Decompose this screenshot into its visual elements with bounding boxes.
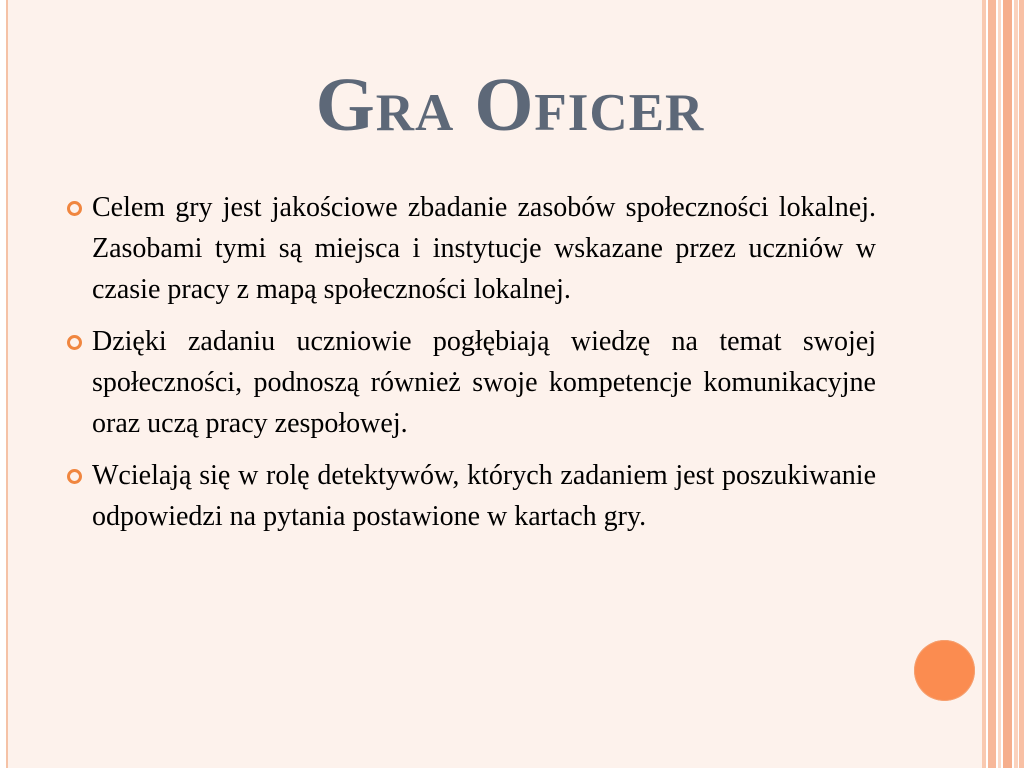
- right-stripe-6: [1019, 0, 1024, 768]
- bullet-text: Celem gry jest jakościowe zbadanie zasobów społeczności lokalnej. Zasobami tymi są miejsca i instytucje wskazane przez uczniów w czasie pracy z mapą społeczności lokalnej.: [92, 192, 876, 305]
- right-stripe-5: [1014, 0, 1018, 768]
- right-stripe-3: [998, 0, 1001, 768]
- bullet-list: [62, 187, 876, 548]
- bullet-text: Wcielają się w rolę detektywów, których zadaniem jest poszukiwanie odpowiedzi na pytania postawione w kartach gry.: [92, 460, 876, 532]
- bullet-item-1: [62, 187, 876, 310]
- decorative-circle: [914, 640, 975, 701]
- bullet-ring-icon: [67, 469, 82, 484]
- right-stripe-2: [988, 0, 996, 768]
- right-stripe-4: [1003, 0, 1012, 768]
- bullet-text: Dzięki zadaniu uczniowie pogłębiają wiedzę na temat swojej społeczności, podnoszą również swoje kompetencje komunikacyjne oraz uczą pracy zespołowej.: [92, 326, 876, 439]
- right-stripe-1: [982, 0, 986, 768]
- bullet-ring-icon: [67, 201, 82, 216]
- bullet-item-3: [62, 455, 876, 537]
- slide-title: Gra Oficer: [315, 63, 705, 147]
- bullet-ring-icon: [67, 335, 82, 350]
- bullet-item-2: [62, 321, 876, 444]
